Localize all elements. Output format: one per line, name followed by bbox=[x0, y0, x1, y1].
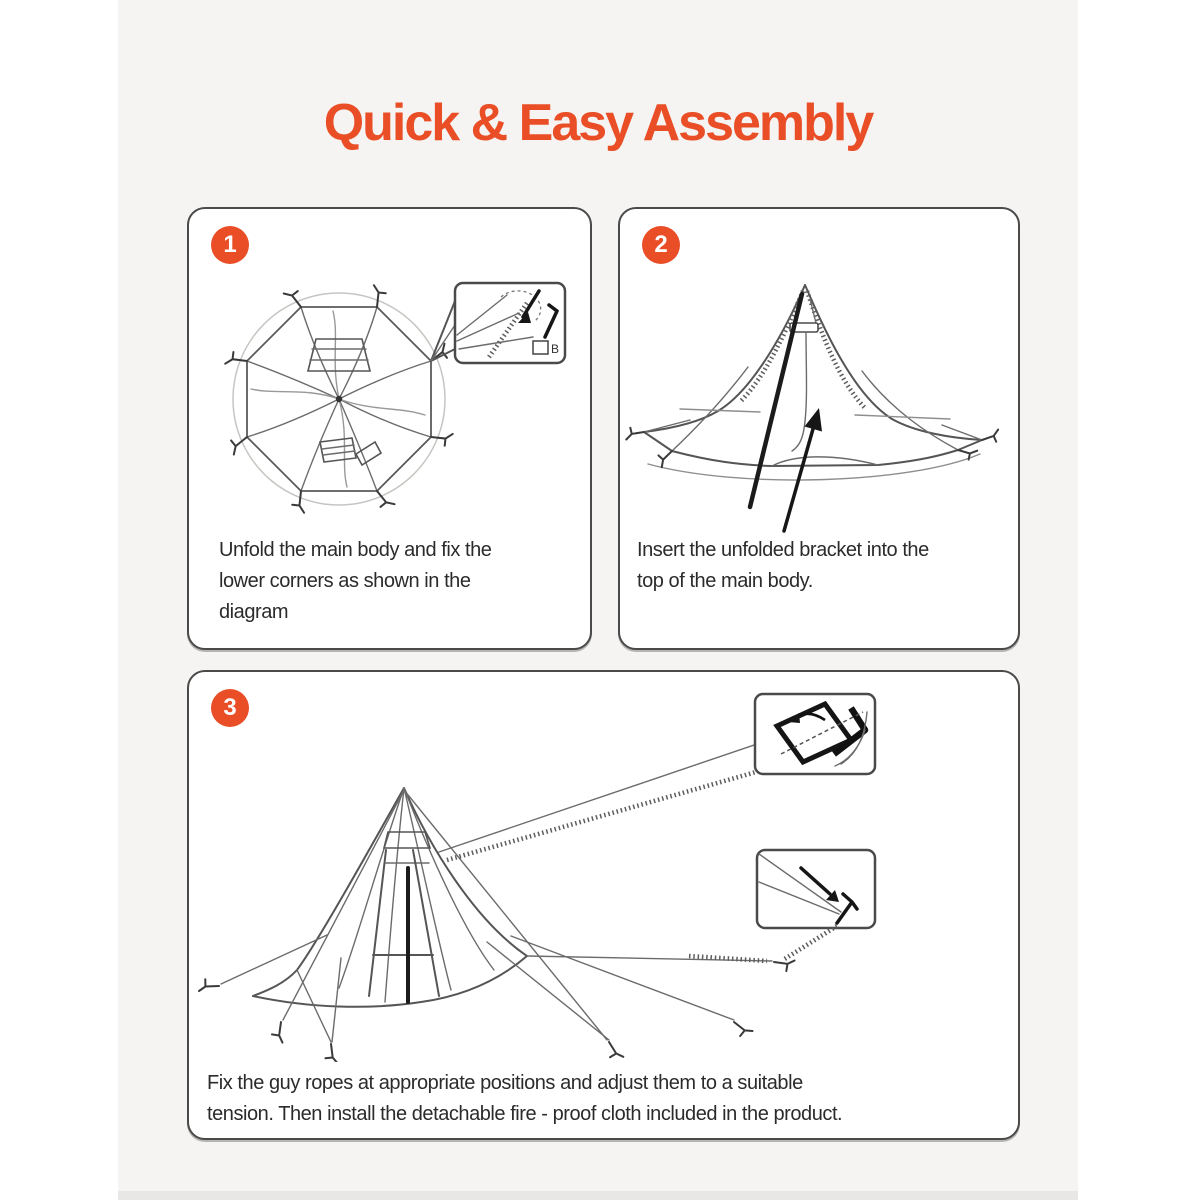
tent-body-outline bbox=[253, 788, 527, 1007]
step-3-number-badge: 3 bbox=[211, 689, 249, 727]
caption-line: Insert the unfolded bracket into the bbox=[637, 539, 929, 561]
caption-line: Unfold the main body and fix the bbox=[219, 539, 492, 561]
page-title: Quick & Easy Assembly bbox=[323, 94, 873, 152]
step-3-box bbox=[187, 670, 1020, 1140]
inset-part-label: B bbox=[551, 342, 560, 356]
small-window-parallelogram bbox=[356, 442, 381, 465]
step-2-illustration bbox=[620, 239, 1022, 539]
caption-line: top of the main body. bbox=[637, 570, 813, 592]
caption-line: lower corners as shown in the bbox=[219, 570, 471, 592]
fire-cloth-inset bbox=[755, 694, 875, 774]
step-1-number-badge: 1 bbox=[211, 226, 249, 264]
top-vent-trapezoid bbox=[308, 339, 370, 371]
ground-stake-icons bbox=[199, 953, 795, 1062]
caption-line: tension. Then install the detachable fire - proof cloth included in the product. bbox=[207, 1103, 843, 1125]
step-1-caption bbox=[219, 535, 491, 628]
step-3-caption bbox=[207, 1068, 842, 1130]
bottom-edge-strip bbox=[118, 1191, 1078, 1200]
step-2-caption bbox=[637, 535, 929, 597]
lower-vent-trapezoid bbox=[320, 438, 356, 462]
zipper-seams bbox=[740, 291, 866, 409]
step-2-box bbox=[618, 207, 1020, 650]
center-hub bbox=[336, 396, 342, 402]
center-pole bbox=[750, 294, 802, 507]
rope-tension-inset bbox=[757, 850, 875, 960]
step-1-illustration bbox=[189, 239, 594, 529]
door-frame bbox=[369, 850, 439, 996]
insert-direction-arrow-icon bbox=[784, 408, 822, 531]
step-3-illustration bbox=[189, 690, 1022, 1062]
corner-detail-inset bbox=[455, 283, 565, 363]
step-1-box bbox=[187, 207, 592, 650]
caption-line: Fix the guy ropes at appropriate positions and adjust them to a suitable bbox=[207, 1072, 803, 1094]
step-2-number-badge: 2 bbox=[642, 226, 680, 264]
caption-line: diagram bbox=[219, 601, 289, 623]
